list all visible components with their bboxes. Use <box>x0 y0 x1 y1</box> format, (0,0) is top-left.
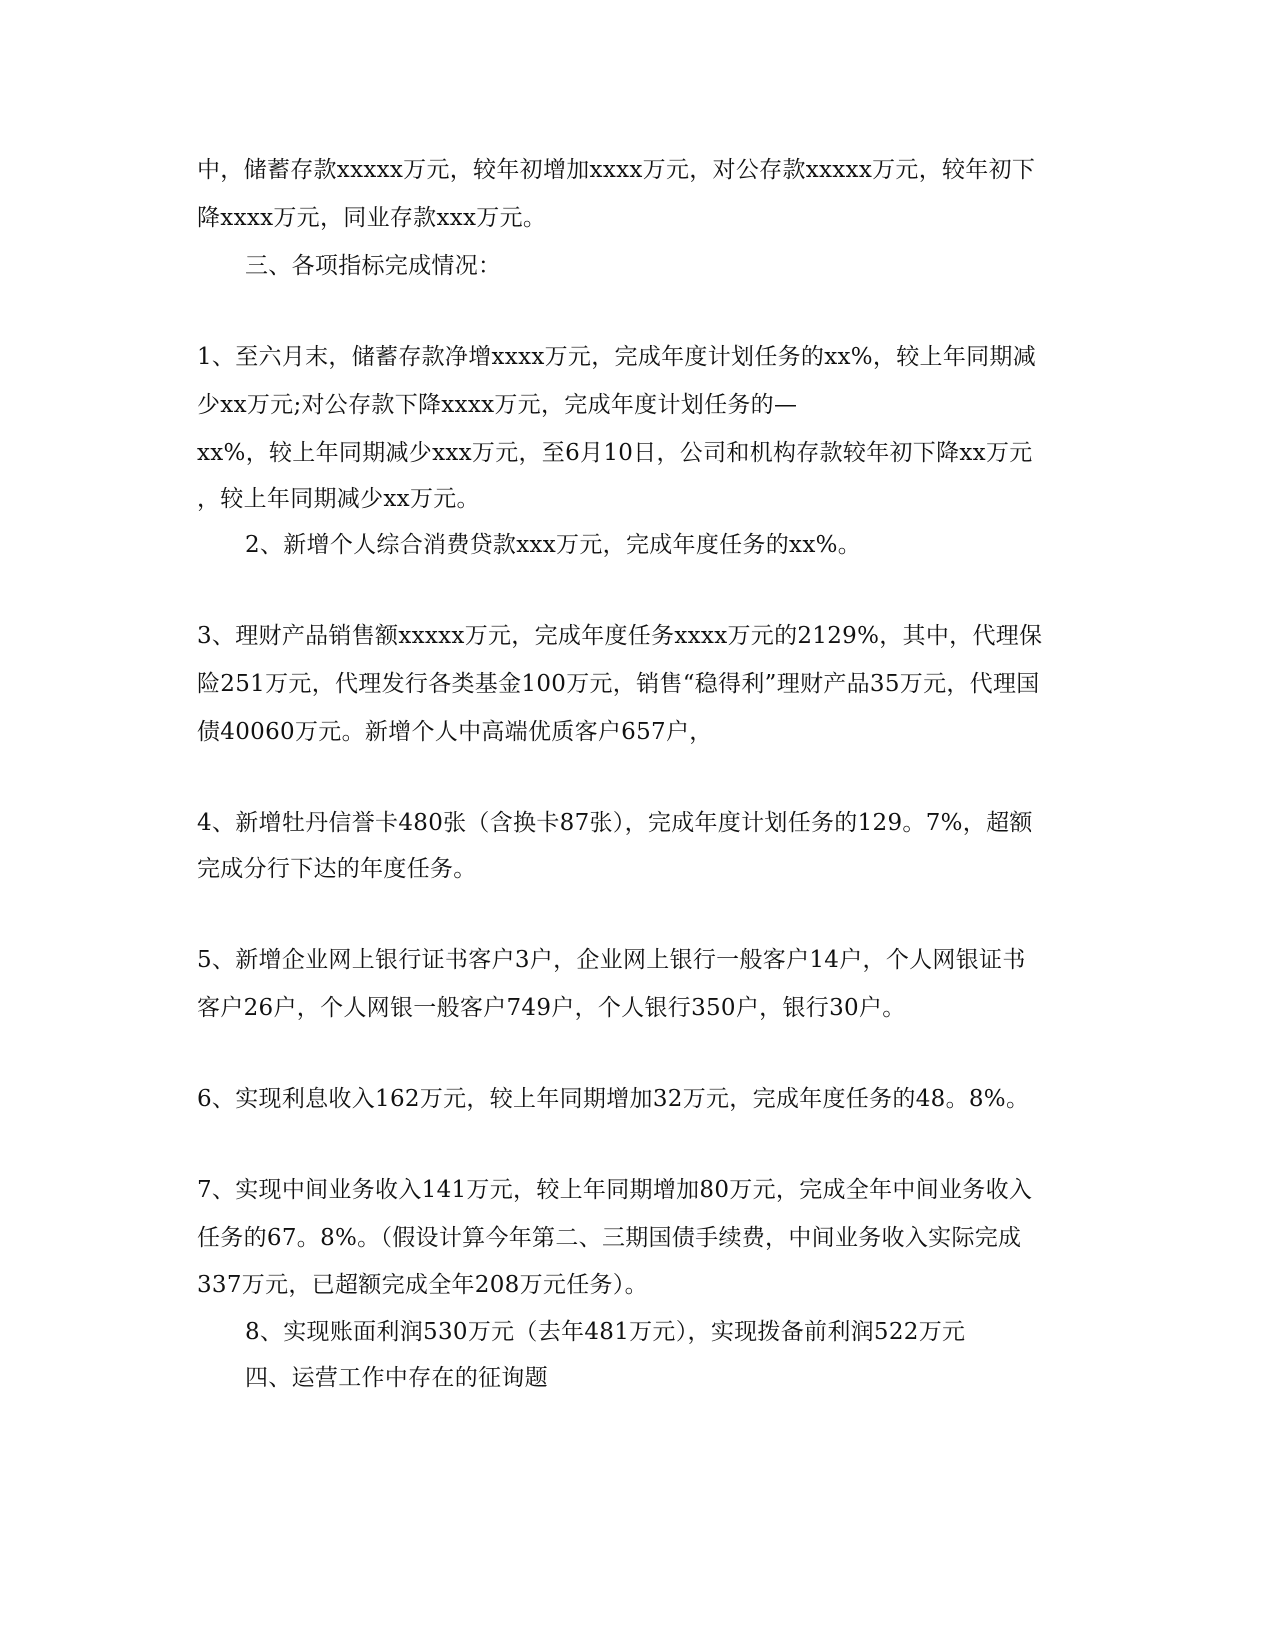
text-line: xx%，较上年同期减少xxx万元，至6月10日，公司和机构存款较年初下降xx万元 <box>197 440 1033 466</box>
text-line: 债40060万元。新增个人中高端优质客户657户， <box>197 719 713 745</box>
text-line: ，较上年同期减少xx万元。 <box>197 486 480 512</box>
text-line: 少xx万元;对公存款下降xxxx万元，完成年度计划任务的— <box>197 392 798 418</box>
text-line: 3、理财产品销售额xxxxx万元，完成年度任务xxxx万元的2129%，其中，代理保 <box>197 623 1043 649</box>
text-line: 5、新增企业网上银行证书客户3户，企业网上银行一般客户14户，个人网银证书 <box>197 947 1026 973</box>
text-line: 客户26户，个人网银一般客户749户，个人银行350户，银行30户。 <box>197 995 906 1021</box>
text-line: 任务的67。8%。（假设计算今年第二、三期国债手续费，中间业务收入实际完成 <box>197 1225 1022 1251</box>
text-line: 降xxxx万元，同业存款xxx万元。 <box>197 205 547 231</box>
text-line: 7、实现中间业务收入141万元，较上年同期增加80万元，完成全年中间业务收入 <box>197 1177 1033 1203</box>
text-line: 6、实现利息收入162万元，较上年同期增加32万元，完成年度任务的48。8%。 <box>197 1086 1030 1112</box>
text-line: 中，储蓄存款xxxxx万元，较年初增加xxxx万元，对公存款xxxxx万元，较年初下 <box>197 157 1036 183</box>
text-line: 8、实现账面利润530万元（去年481万元），实现拨备前利润522万元 <box>245 1319 966 1345</box>
text-line: 337万元，已超额完成全年208万元任务）。 <box>197 1272 648 1298</box>
section-heading: 三、各项指标完成情况： <box>245 253 502 279</box>
text-line: 4、新增牡丹信誉卡480张（含换卡87张），完成年度计划任务的129。7%，超额 <box>197 810 1033 836</box>
section-heading: 四、运营工作中存在的征询题 <box>245 1365 548 1391</box>
text-line: 1、至六月末，储蓄存款净增xxxx万元，完成年度计划任务的xx%，较上年同期减 <box>197 344 1037 370</box>
text-line: 2、新增个人综合消费贷款xxx万元，完成年度任务的xx%。 <box>245 532 862 558</box>
text-line: 险251万元，代理发行各类基金100万元，销售“稳得利”理财产品35万元，代理国 <box>197 671 1040 697</box>
text-line: 完成分行下达的年度任务。 <box>197 856 477 882</box>
